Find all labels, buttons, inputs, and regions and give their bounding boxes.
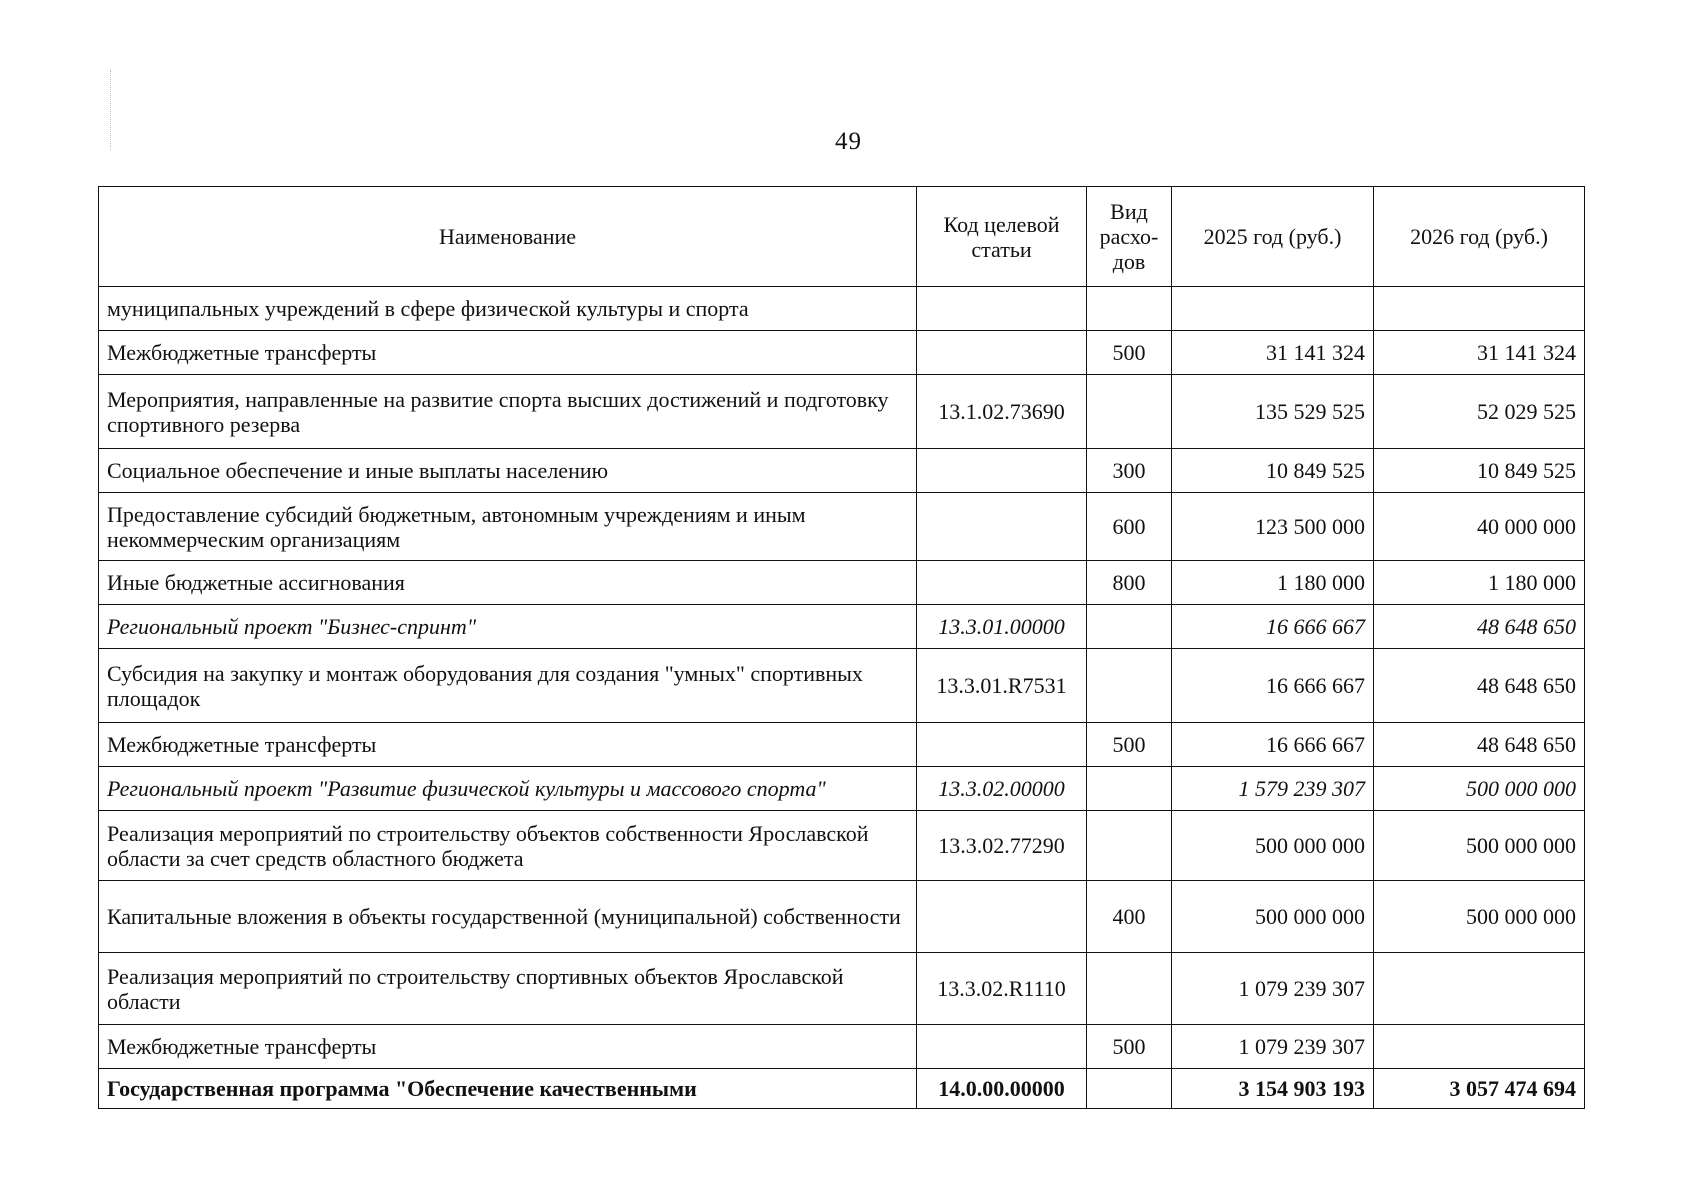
header-code: Код целевой статьи	[917, 187, 1087, 287]
row-2026-cell: 48 648 650	[1374, 649, 1585, 723]
row-2026-cell	[1374, 953, 1585, 1025]
table-row	[99, 449, 1585, 493]
row-code-cell	[917, 331, 1087, 375]
row-kind-cell	[1087, 375, 1172, 449]
row-kind-cell: 400	[1087, 881, 1172, 953]
row-2025-cell: 16 666 667	[1172, 649, 1374, 723]
row-name-cell: муниципальных учреждений в сфере физической культуры и спорта	[99, 287, 917, 331]
row-kind-cell: 300	[1087, 449, 1172, 493]
row-kind-cell: 500	[1087, 1025, 1172, 1069]
row-name-cell: Субсидия на закупку и монтаж оборудования для создания "умных" спортивных площадок	[99, 649, 917, 723]
row-name-cell: Реализация мероприятий по строительству объектов собственности Ярославской области за счет средств областного бюджета	[99, 811, 917, 881]
row-2026-cell: 40 000 000	[1374, 493, 1585, 561]
table-row	[99, 953, 1585, 1025]
row-2026-cell: 500 000 000	[1374, 881, 1585, 953]
row-2025-cell: 1 579 239 307	[1172, 767, 1374, 811]
row-name-cell: Региональный проект "Бизнес-спринт"	[99, 605, 917, 649]
row-2026-cell	[1374, 1025, 1585, 1069]
row-code-cell: 13.3.02.77290	[917, 811, 1087, 881]
row-name-cell: Региональный проект "Развитие физической культуры и массового спорта"	[99, 767, 917, 811]
header-2026: 2026 год (руб.)	[1374, 187, 1585, 287]
row-2026-cell: 500 000 000	[1374, 767, 1585, 811]
row-2025-cell: 1 079 239 307	[1172, 953, 1374, 1025]
table-row	[99, 723, 1585, 767]
row-code-cell	[917, 723, 1087, 767]
row-2025-cell: 1 079 239 307	[1172, 1025, 1374, 1069]
row-kind-cell: 800	[1087, 561, 1172, 605]
row-code-cell	[917, 287, 1087, 331]
table-row	[99, 767, 1585, 811]
row-kind-cell	[1087, 605, 1172, 649]
budget-table	[98, 186, 1585, 1109]
row-code-cell: 13.3.02.R1110	[917, 953, 1087, 1025]
table-row	[99, 1069, 1585, 1109]
row-code-cell: 13.1.02.73690	[917, 375, 1087, 449]
table-row	[99, 331, 1585, 375]
table-row	[99, 493, 1585, 561]
row-kind-cell	[1087, 649, 1172, 723]
row-kind-cell	[1087, 1069, 1172, 1109]
row-name-cell: Реализация мероприятий по строительству спортивных объектов Ярославской области	[99, 953, 917, 1025]
row-kind-cell: 500	[1087, 723, 1172, 767]
row-2026-cell: 31 141 324	[1374, 331, 1585, 375]
table-row	[99, 1025, 1585, 1069]
table-row	[99, 561, 1585, 605]
row-2026-cell: 10 849 525	[1374, 449, 1585, 493]
table-row	[99, 649, 1585, 723]
row-2026-cell: 52 029 525	[1374, 375, 1585, 449]
row-kind-cell: 500	[1087, 331, 1172, 375]
table-body	[99, 287, 1585, 1109]
row-2026-cell: 1 180 000	[1374, 561, 1585, 605]
row-kind-cell	[1087, 767, 1172, 811]
row-name-cell: Предоставление субсидий бюджетным, автономным учреждениям и иным некоммерческим организациям	[99, 493, 917, 561]
row-code-cell	[917, 493, 1087, 561]
row-2026-cell: 500 000 000	[1374, 811, 1585, 881]
row-name-cell: Мероприятия, направленные на развитие спорта высших достижений и подготовку спортивного резерва	[99, 375, 917, 449]
row-2025-cell: 500 000 000	[1172, 811, 1374, 881]
row-name-cell: Межбюджетные трансферты	[99, 331, 917, 375]
row-kind-cell	[1087, 811, 1172, 881]
row-2026-cell: 48 648 650	[1374, 723, 1585, 767]
page-number: 49	[835, 128, 862, 155]
row-code-cell	[917, 561, 1087, 605]
row-2025-cell: 10 849 525	[1172, 449, 1374, 493]
table-row	[99, 811, 1585, 881]
row-kind-cell	[1087, 953, 1172, 1025]
header-kind: Вид расхо-дов	[1087, 187, 1172, 287]
row-2026-cell	[1374, 287, 1585, 331]
table-row	[99, 375, 1585, 449]
row-name-cell: Социальное обеспечение и иные выплаты населению	[99, 449, 917, 493]
row-2025-cell	[1172, 287, 1374, 331]
row-2025-cell: 3 154 903 193	[1172, 1069, 1374, 1109]
row-2025-cell: 123 500 000	[1172, 493, 1374, 561]
row-code-cell: 13.3.01.R7531	[917, 649, 1087, 723]
row-kind-cell: 600	[1087, 493, 1172, 561]
header-2025: 2025 год (руб.)	[1172, 187, 1374, 287]
row-code-cell: 14.0.00.00000	[917, 1069, 1087, 1109]
row-name-cell: Межбюджетные трансферты	[99, 723, 917, 767]
table-row	[99, 287, 1585, 331]
row-2026-cell: 48 648 650	[1374, 605, 1585, 649]
row-code-cell: 13.3.02.00000	[917, 767, 1087, 811]
row-2025-cell: 16 666 667	[1172, 723, 1374, 767]
row-2025-cell: 31 141 324	[1172, 331, 1374, 375]
row-2025-cell: 16 666 667	[1172, 605, 1374, 649]
row-name-cell: Межбюджетные трансферты	[99, 1025, 917, 1069]
row-name-cell: Капитальные вложения в объекты государственной (муниципальной) собственности	[99, 881, 917, 953]
row-code-cell	[917, 449, 1087, 493]
row-2026-cell: 3 057 474 694	[1374, 1069, 1585, 1109]
row-code-cell	[917, 881, 1087, 953]
row-name-cell: Государственная программа "Обеспечение качественными	[99, 1069, 917, 1109]
row-code-cell: 13.3.01.00000	[917, 605, 1087, 649]
table-row	[99, 605, 1585, 649]
row-code-cell	[917, 1025, 1087, 1069]
header-name: Наименование	[99, 187, 917, 287]
row-name-cell: Иные бюджетные ассигнования	[99, 561, 917, 605]
row-2025-cell: 1 180 000	[1172, 561, 1374, 605]
table-row	[99, 881, 1585, 953]
row-2025-cell: 135 529 525	[1172, 375, 1374, 449]
row-kind-cell	[1087, 287, 1172, 331]
row-2025-cell: 500 000 000	[1172, 881, 1374, 953]
